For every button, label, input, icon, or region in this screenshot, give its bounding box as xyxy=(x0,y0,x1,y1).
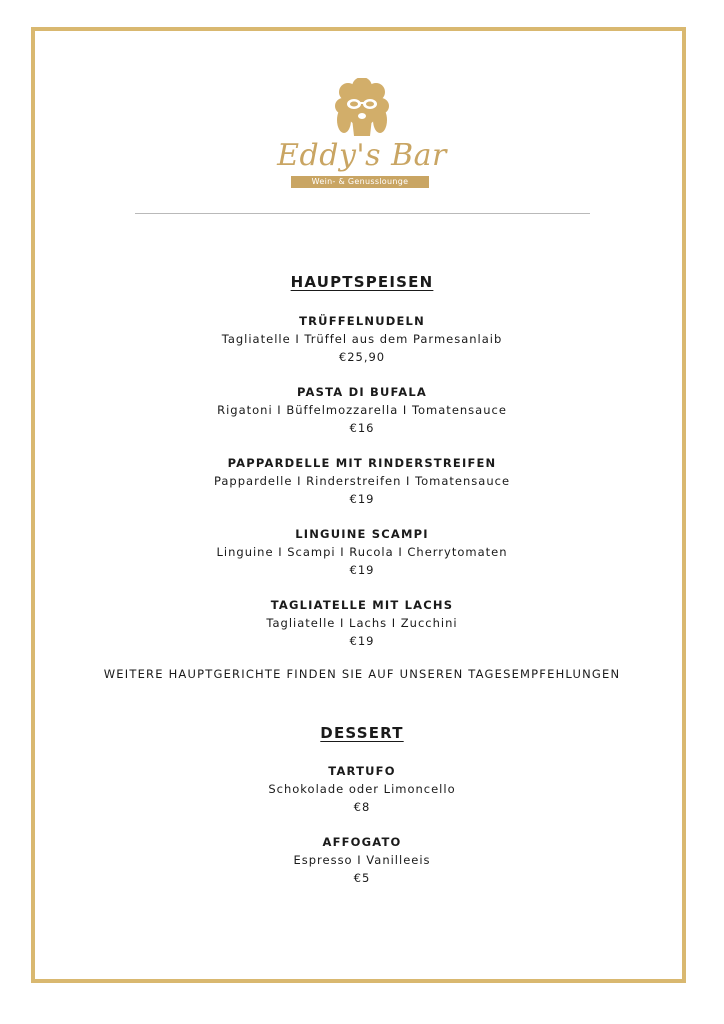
menu-item xyxy=(0,525,724,579)
divider xyxy=(135,213,590,214)
menu-item-price: €8 xyxy=(353,800,371,814)
menu-item xyxy=(0,596,724,650)
menu-item xyxy=(0,762,724,816)
menu-item-description: Tagliatelle I Trüffel aus dem Parmesanlaib xyxy=(221,332,503,346)
menu-item-name: AFFOGATO xyxy=(322,835,402,849)
menu-item-description: Rigatoni I Büffelmozzarella I Tomatensauce xyxy=(217,403,507,417)
menu-item-description: Tagliatelle I Lachs I Zucchini xyxy=(266,616,458,630)
menu-item xyxy=(0,454,724,508)
section-title-dessert: DESSERT xyxy=(320,724,404,742)
menu-item xyxy=(0,833,724,887)
menu-item-description: Linguine I Scampi I Rucola I Cherrytomaten xyxy=(216,545,508,559)
menu-item-price: €19 xyxy=(349,634,375,648)
logo xyxy=(0,78,724,138)
section-title-main: HAUPTSPEISEN xyxy=(290,273,434,291)
daily-specials-note: WEITERE HAUPTGERICHTE FINDEN SIE AUF UNSEREN TAGESEMPFEHLUNGEN xyxy=(103,667,621,681)
dog-logo-icon xyxy=(334,78,390,138)
menu-item-price: €19 xyxy=(349,492,375,506)
menu-item-name: PASTA DI BUFALA xyxy=(296,385,427,399)
menu-item-name: TAGLIATELLE MIT LACHS xyxy=(270,598,454,612)
menu-item-description: Schokolade oder Limoncello xyxy=(268,782,456,796)
brand-name: Eddy's Bar xyxy=(277,138,447,173)
menu-item-description: Pappardelle I Rinderstreifen I Tomatensauce xyxy=(213,474,511,488)
menu-item-description: Espresso I Vanilleeis xyxy=(293,853,431,867)
menu-item-name: TARTUFO xyxy=(328,764,396,778)
menu-item-price: €19 xyxy=(349,563,375,577)
menu-item-name: LINGUINE SCAMPI xyxy=(295,527,429,541)
menu-item xyxy=(0,312,724,366)
menu-item-price: €16 xyxy=(349,421,375,435)
menu-item-price: €5 xyxy=(353,871,371,885)
menu-item xyxy=(0,383,724,437)
menu-item-price: €25,90 xyxy=(338,350,386,364)
menu-item-name: PAPPARDELLE MIT RINDERSTREIFEN xyxy=(227,456,497,470)
brand-tagline: Wein- & Genusslounge xyxy=(291,176,429,188)
menu-item-name: TRÜFFELNUDELN xyxy=(299,314,425,328)
